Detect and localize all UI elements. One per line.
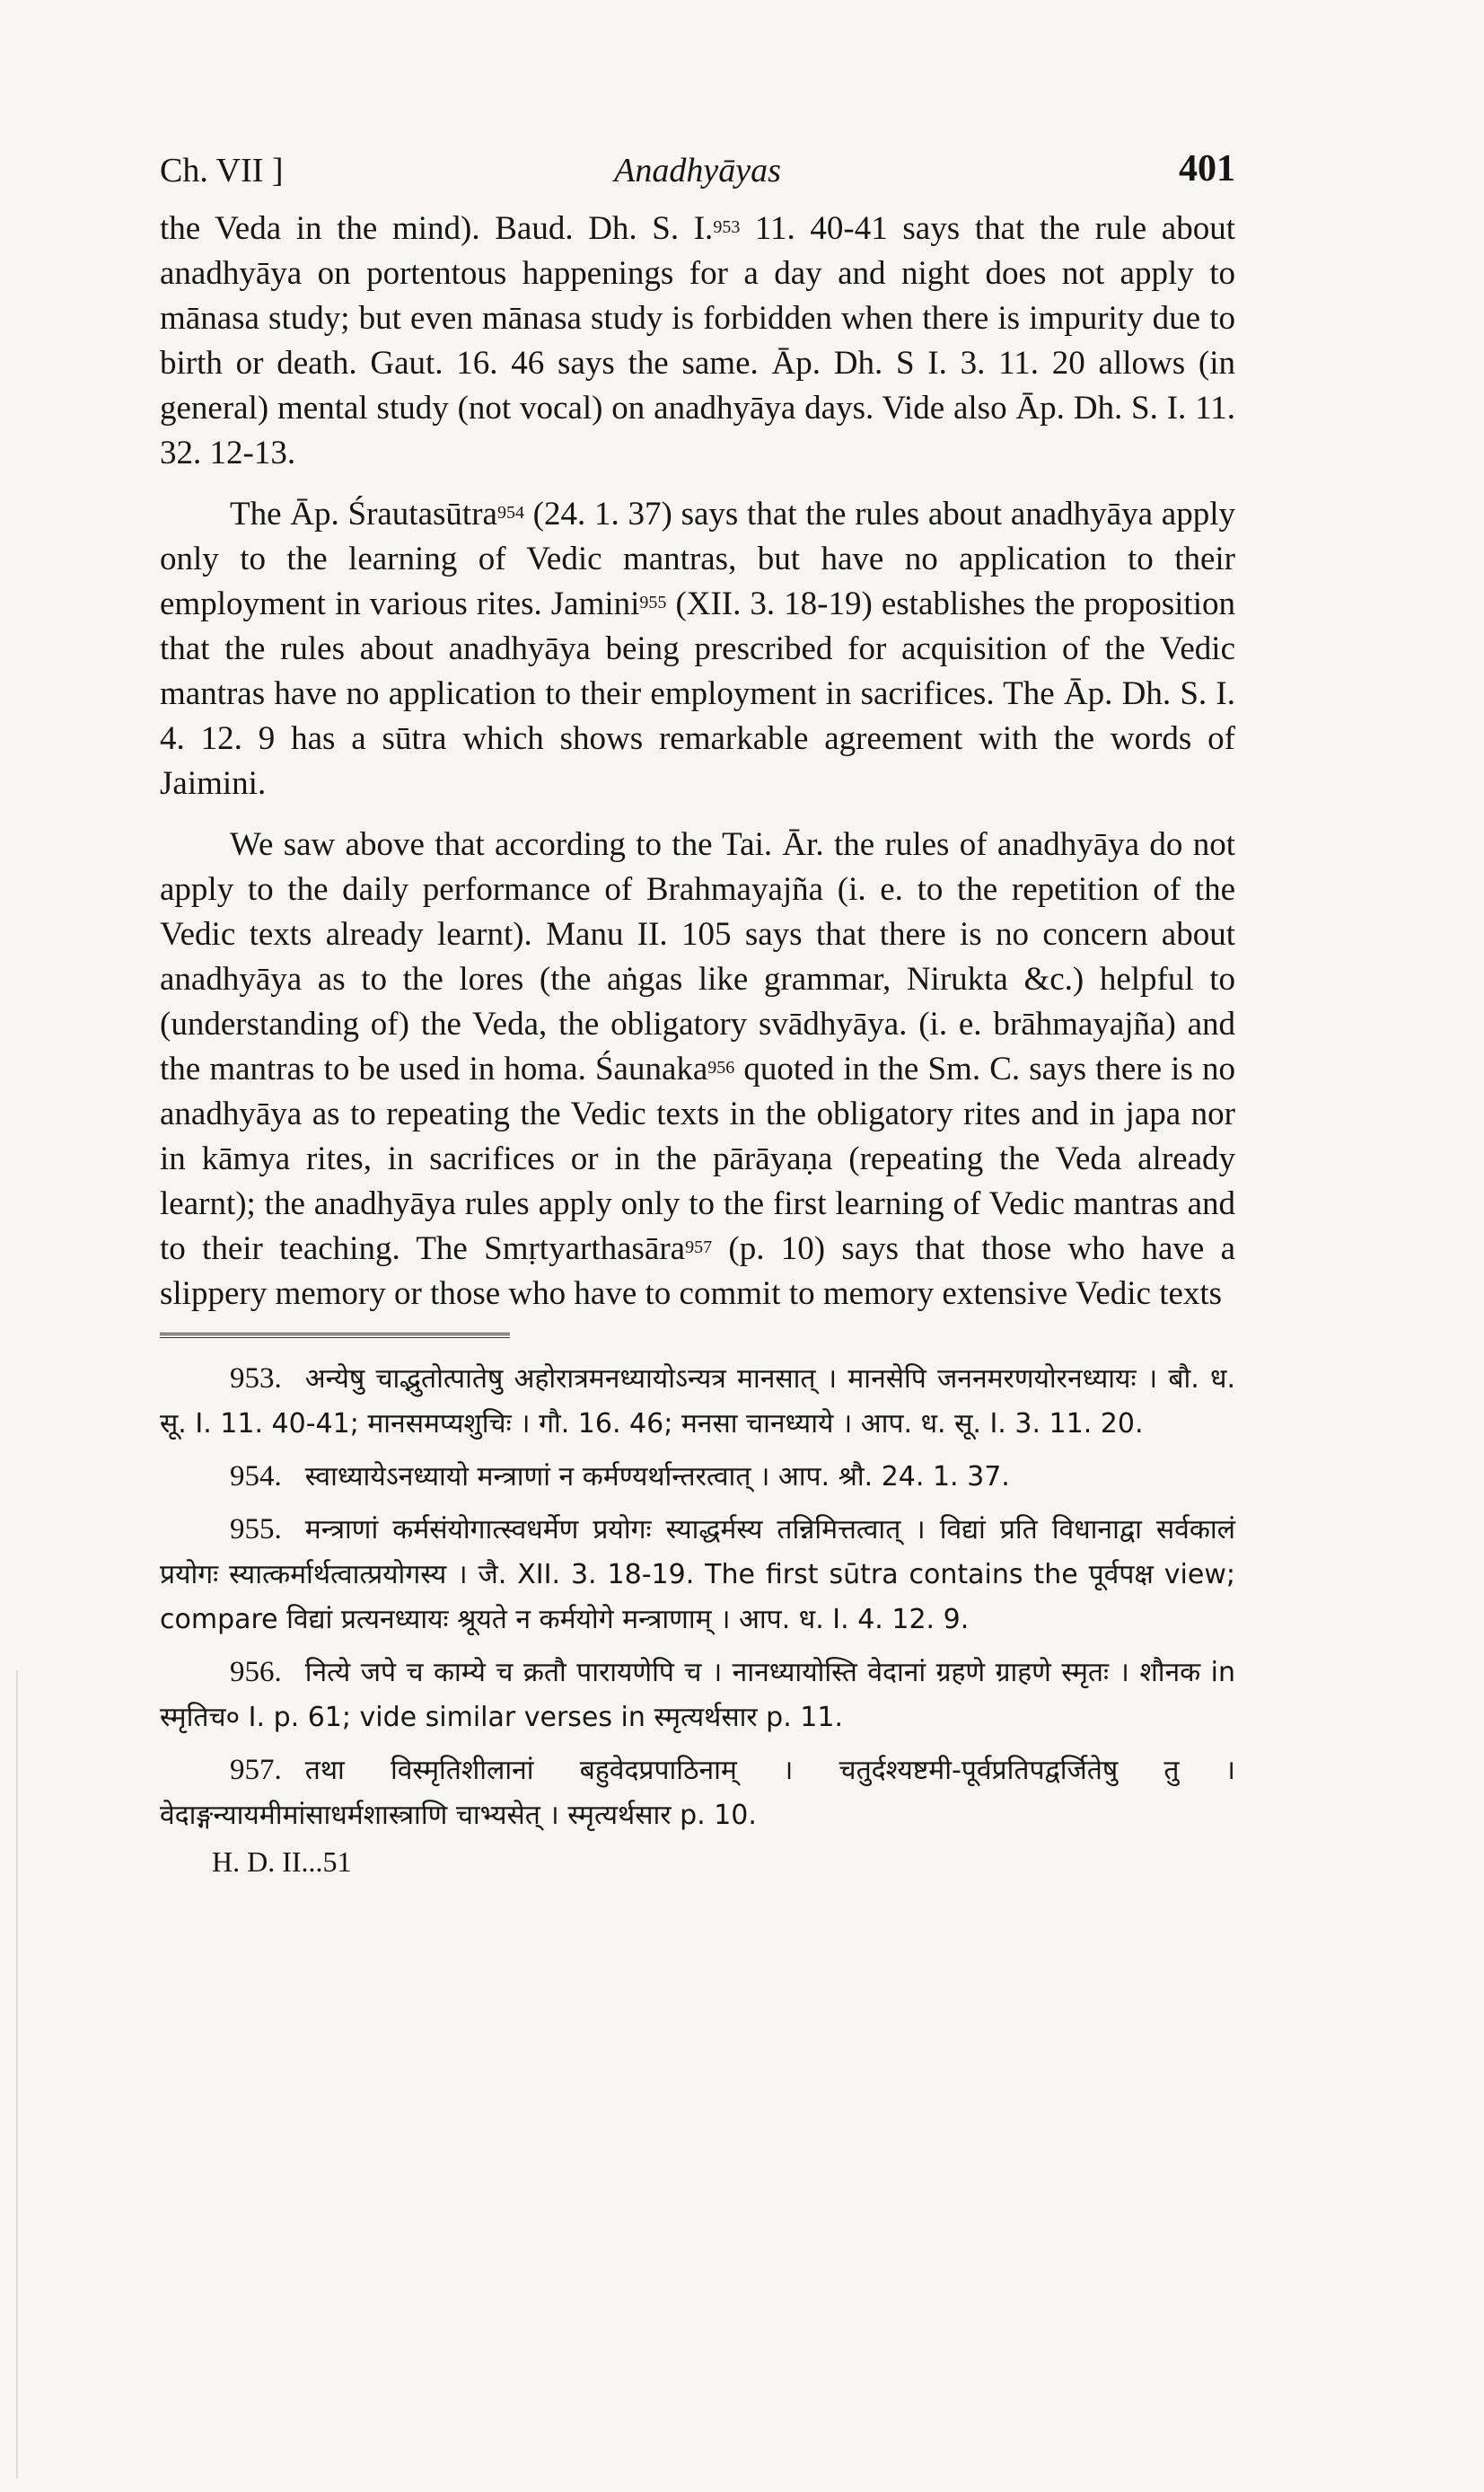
- footnote-954: 954. स्वाध्यायेऽनध्यायो मन्त्राणां न कर्मण्यर्थान्तरत्वात् । आप. श्रौ. 24. 1. 37.: [230, 1460, 1010, 1493]
- body-text: [160, 207, 1235, 1316]
- footnote-953: 953. अन्येषु चाद्भुतोत्पातेषु अहोरात्रमनध्यायोऽन्यत्र मानसात् । मानसेपि जननमरणयोरनध्यायः । बौ. ध. सू. I. 11. 40-41; मानसमप्यशुचिः । गौ. 16. 46; मनसा चानध्याये । आप. ध. सू. I. 3. 11. 20.: [160, 1362, 1235, 1440]
- footnote-ref-957: 957: [685, 1237, 713, 1257]
- footnote-divider: [160, 1333, 510, 1338]
- page-number: 401: [1179, 148, 1235, 189]
- footnote-ref-954: 954: [496, 503, 524, 523]
- paragraph-3: We saw above that according to the Tai. Ār. the rules of anadhyāya do not apply to the daily performance of Brahmayajña (i. e. to the repetition of the Vedic texts already learnt). Manu II. 105 says that there is no concern about anadhyāya as to the lores (the aṅgas like grammar, Nirukta &c.) helpful to (understanding of) the Veda, the obligatory svādhyāya. (i. e. brāhmayajña) and the mantras to be used in homa. Śaunaka$^{956}$ quoted in the Sm. C. says there is no anadhyāya as to repeating the Vedic texts in the obligatory rites and in japa nor in kāmya rites, in sacrifices or in the pārāyaṇa (repeating the Veda already learnt); the anadhyāya rules apply only to the first learning of Vedic mantras and to their teaching. The Smṛtyarthasāra$^{957}$ (p. 10) says that those who have a slippery memory or those who have to commit to memory extensive Vedic texts: [160, 826, 1235, 1312]
- margin-line: [16, 1670, 18, 2479]
- book-page: [160, 144, 1235, 1879]
- footnote-956: 956. नित्ये जपे च काम्ये च क्रतौ पारायणेपि च । नानध्यायोस्ति वेदानां ग्रहणे ग्राहणे स्मृतः । शौनक in स्मृतिच० I. p. 61; vide similar verses in स्मृत्यर्थसार p. 11.: [160, 1656, 1235, 1733]
- footnote-ref-956: 956: [707, 1058, 735, 1078]
- footnote-955: 955. मन्त्राणां कर्मसंयोगात्स्वधर्मेण प्रयोगः स्याद्धर्मस्य तन्निमित्तत्वात् । विद्यां प्रति विधानाद्वा सर्वकालं प्रयोगः स्यात्कर्मार्थत्वात्प्रयोगस्य । जै. XII. 3. 18-19. The first sūtra contains the पूर्वपक्ष view; compare विद्यां प्रत्यनध्यायः श्रूयते न कर्मयोगे मन्त्राणाम् । आप. ध. I. 4. 12. 9.: [160, 1513, 1235, 1635]
- paragraph-2: The Āp. Śrautasūtra$^{954}$ (24. 1. 37) says that the rules about anadhyāya apply only to the learning of Vedic mantras, but have no application to their employment in various rites. Jamini$^{955}$ (XII. 3. 18-19) establishes the proposition that the rules about anadhyāya being prescribed for acquisition of the Vedic mantras have no application to their employment in sacrifices. The Āp. Dh. S. I. 4. 12. 9 has a sūtra which shows remarkable agreement with the words of Jaimini.: [160, 496, 1235, 802]
- section-title: Anadhyāyas: [614, 152, 781, 189]
- footnote-957: 957. तथा विस्मृतिशीलानां बहुवेदप्रपाठिनाम् । चतुर्दश्यष्टमी-पूर्वप्रतिपद्वर्जितेषु तु । वेदाङ्गन्यायमीमांसाधर्मशास्त्राणि चाभ्यसेत् । स्मृत्यर्थसार p. 10.: [160, 1754, 1235, 1831]
- running-head: [160, 144, 1235, 207]
- footnote-ref-953: 953: [713, 217, 741, 237]
- paragraph-1: the Veda in the mind). Baud. Dh. S. I.$^{953}$ 11. 40-41 says that the rule about anadhyāya on portentous happenings for a day and night does not apply to mānasa study; but even mānasa study is forbidden when there is impurity due to birth or death. Gaut. 16. 46 says the same. Āp. Dh. S I. 3. 11. 20 allows (in general) mental study (not vocal) on anadhyāya days. Vide also Āp. Dh. S. I. 11. 32. 12-13.: [160, 210, 1235, 471]
- footnote-ref-955: 955: [639, 593, 667, 612]
- footnotes: [160, 1356, 1235, 1838]
- chapter-label: Ch. VII ]: [160, 152, 284, 189]
- signature-mark: H. D. II...51: [212, 1845, 352, 1878]
